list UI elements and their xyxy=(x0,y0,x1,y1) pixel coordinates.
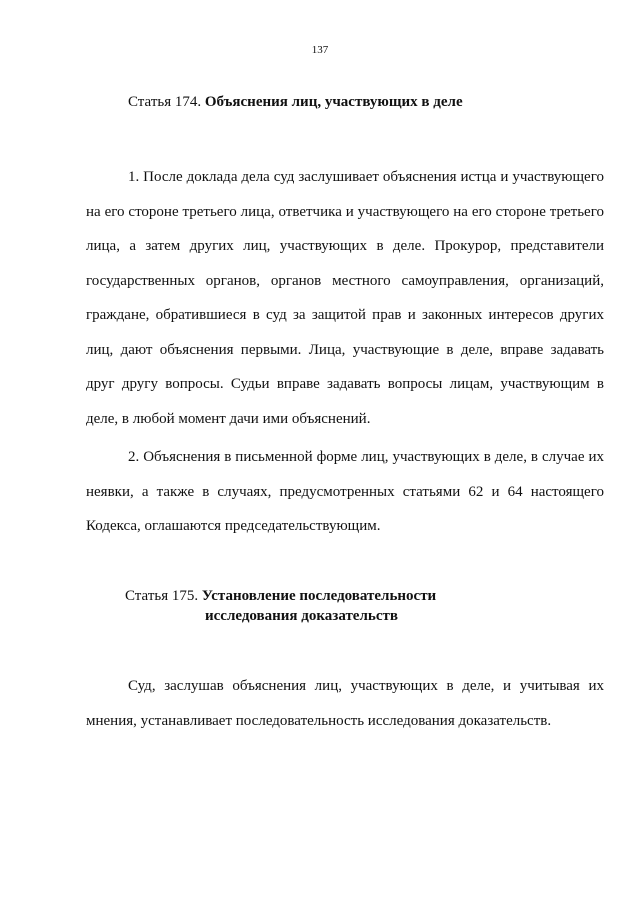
article-175-paragraph-1: Суд, заслушав объяснения лиц, участвующих в деле, и учитывая их мнения, устанавливает последовательность исследования доказательств. xyxy=(86,678,604,729)
article-175-title-line2: исследования доказательств xyxy=(205,608,398,624)
article-175-label: Статья 175. xyxy=(125,588,199,604)
article-174-paragraph-2: 2. Объяснения в письменной форме лиц, участвующих в деле, в случае их неявки, а также в случаях, предусмотренных статьями 62 и 64 настоящего Кодекса, оглашаются председательствующим. xyxy=(86,449,604,534)
article-174-title: Объяснения лиц, участвующих в деле xyxy=(204,94,463,110)
article-174-paragraph-1: 1. После доклада дела суд заслушивает объяснения истца и участвующего на его стороне третьего лица, ответчика и участвующего на его стороне третьего лица, а затем других лиц, участвующих в деле. Прокурор, представители государственных органов, органов местного самоуправления, организаций, граждане, обратившиеся в суд за защитой прав и законных интересов других лиц, дают объяснения первыми. Лица, участвующие в деле, вправе задавать друг другу вопросы. Судьи вправе задавать вопросы лицам, участвующим в деле, в любой момент дачи ими объяснений. xyxy=(86,169,604,427)
article-174-heading xyxy=(128,92,463,112)
article-174-label: Статья 174. xyxy=(128,94,202,110)
article-175-heading xyxy=(125,586,436,626)
article-175-title-line1: Установление последовательности xyxy=(201,588,437,604)
page-number: 137 xyxy=(311,44,329,56)
